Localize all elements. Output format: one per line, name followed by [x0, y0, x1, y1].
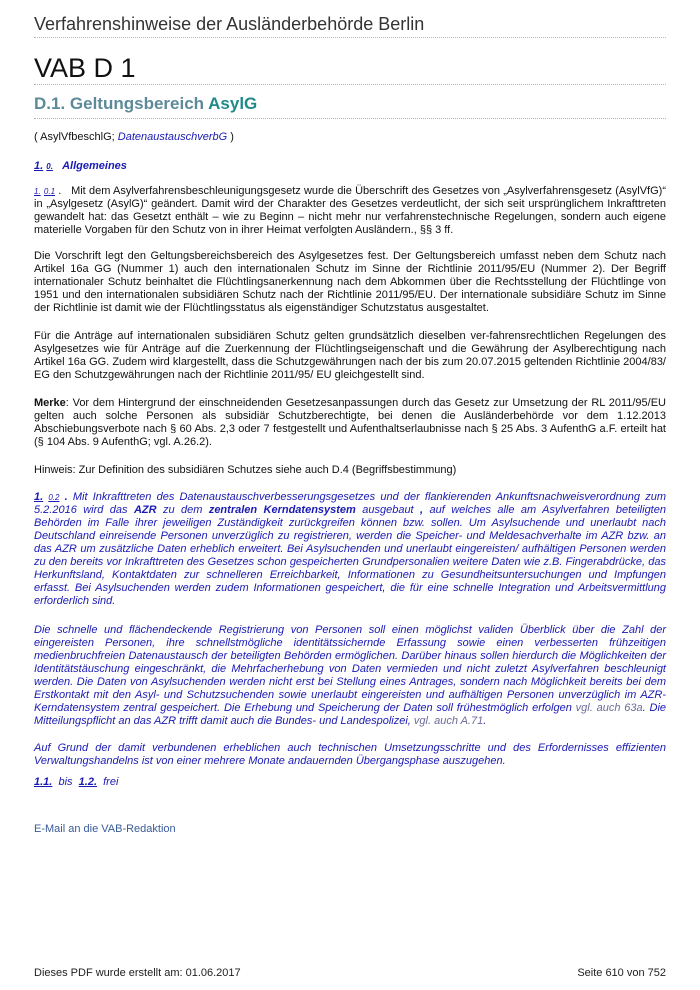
paragraph-merke: Merke: Vor dem Hintergrund der einschneidenden Gesetzesanpassungen durch das Gesetz zur Umsetzung der RL 2011/95/EU gelten auch solche Personen als subsidiär Schutzberechtigte, bei denen die Ausländerbehörde vor dem 1.12.2013 Abschiebungsverbote nach § 60 Abs. 2,3 oder 7 festgestellt und Aufenthaltserlaubnisse nach § 25 Abs. 3 AufenthG a.F. erteilt hat (§ 104 Abs. 9 AufenthG; vgl. A.26.2).: [34, 397, 666, 448]
kerndatensystem-term: zentralen Kerndatensystem: [208, 504, 356, 516]
section-divider: [34, 118, 666, 119]
allgemeines-heading: 1. 0. Allgemeines: [34, 160, 127, 172]
para-0-2-link[interactable]: 0.2: [48, 493, 60, 502]
ref-63a-link[interactable]: vgl. auch 63a: [575, 702, 643, 714]
datenaustausch-link[interactable]: DatenaustauschverbG: [117, 131, 228, 143]
paragraph-1-1-to-1-2: 1.1. bis 1.2. frei: [34, 776, 119, 788]
paragraph-uebergangsphase: Auf Grund der damit verbundenen erheblichen auch technischen Umsetzungsschritte und des Erfordernisses effizienten Verwaltungshandelns ist von einer mehrere Monate andauernden Übergangsphase auszugehen.: [34, 742, 666, 767]
law-references: ( AsylVfbeschlG; DatenaustauschverbG ): [34, 131, 234, 143]
paragraph-hinweis: Hinweis: Zur Definition des subsidiären Schutzes siehe auch D.4 (Begriffsbestimmung): [34, 464, 457, 476]
email-redaktion-link[interactable]: E-Mail an die VAB-Redaktion: [34, 823, 176, 835]
paragraph-geltungsbereich: Die Vorschrift legt den Geltungsbereichsbereich des Asylgesetzes fest. Der Geltungsbereich umfasst neben dem Schutz nach Artikel 16a GG (Nummer 1) auch den internationalen Schutz im Sinne der Richtlinie 2011/95/EU (Nummer 2). Der Begriff internationaler Schutz beinhaltet die Flüchtlingsanerkennung nach dem Abkommen über die Rechtsstellung der Flüchtlinge von 1951 und den internationalen subsidiären Schutz nach der Richtlinie 2011/95/EU. Der internationale subsidiäre Schutz im Sinne der Richtlinie ist damit wie der Flüchtlingsstatus als eigenständiger Schutzstatus ausgestaltet.: [34, 250, 666, 314]
para-0-1-link[interactable]: 0.1: [43, 187, 56, 196]
para-1-link[interactable]: 1.: [34, 187, 41, 196]
document-header-title: Verfahrenshinweise der Ausländerbehörde Berlin: [34, 14, 425, 34]
section-1-2-link[interactable]: 1.2.: [78, 776, 98, 788]
section-1-link[interactable]: 1.: [34, 160, 44, 172]
paragraph-registrierung: Die schnelle und flächendeckende Registrierung von Personen soll einen möglichst validen Überblick über die Zahl der eingereisten Personen, ihre schnellstmögliche identitätssichernde Erfassung sowie einen verbesserten frühzeitigen medienbruchfreien Datenaustausch der beteiligten Behörden ermöglichen. Darüber hinaus sollen hierdurch die Möglichkeiten der Identitätstäuschung eingeschränkt, die Mehrfacherhebung von Daten vermieden und nicht zuletzt Asylverfahren beschleunigt werden. Die Daten von Asylsuchenden werden nicht erst bei Stellung eines Antrages, sondern nach Möglichkeit bereits bei dem Erstkontakt mit den Asyl- und Schutzsuchenden sowie unerlaubt eingereisten und aufhältigen Personen unverzüglich im AZR-Kerndatensystem zentral gespeichert. Die Erhebung und Speicherung der Daten soll frühestmöglich erfolgen vgl. auch 63a. Die Mitteilungspflicht an das AZR trifft damit auch die Bundes- und Landespolizei, vgl. auch A.71.: [34, 624, 666, 727]
section-1-1-link[interactable]: 1.1.: [34, 776, 53, 788]
para-1-0-2-link[interactable]: 1.: [34, 491, 44, 503]
paragraph-subsidiaer: Für die Anträge auf internationalen subsidiären Schutz gelten grundsätzlich dieselben ver-fahrensrechtlichen Regelungen des Asylgesetzes wie für Anträge auf die Zuerkennung der Flüchtlingseigenschaft und die Gewährung der Asylberechtigung nach Artikel 16a GG. Zudem wird klargestellt, dass die Schutzgewährungen nach der bis zum 20.07.2015 geltenden Richtlinie 2004/83/ EG den Schutzgewährungen nach der Richtlinie 2011/95/ EU gleichgestellt sind.: [34, 330, 666, 381]
header-divider: [34, 37, 666, 38]
section-heading: D.1. Geltungsbereich AsylG: [34, 94, 258, 113]
footer-created-date: Dieses PDF wurde erstellt am: 01.06.2017: [34, 967, 241, 979]
ref-a71-link[interactable]: vgl. auch A.71: [413, 715, 484, 727]
section-heading-highlight: AsylG: [208, 94, 258, 113]
doc-code-title: VAB D 1: [34, 53, 136, 83]
paragraph-1-0-1: 1. 0.1 . Mit dem Asylverfahrensbeschleunigungsgesetz wurde die Überschrift des Gesetzes von „Asylverfahrensgesetz (AsylVfG)“ in „Asylgesetz (AsylG)“ geändert. Damit wird der Charakter des Gesetzes verdeutlicht, der sich seit ursprünglichem Inkrafttreten gewandelt hat: das Gesetzt enthält – wie zu Beginn – nicht mehr nur verfahrenstechnische Regelungen, sondern auch eigene materielle Vorgaben für den Schutz von in ihrer Heimat verfolgten Ausländern., §§ 3 ff.: [34, 185, 666, 236]
footer-page-number: Seite 610 von 752: [577, 967, 666, 979]
section-1-0-link[interactable]: 0.: [46, 162, 53, 171]
azr-term: AZR: [133, 504, 157, 516]
paragraph-1-0-2: 1. 0.2 . Mit Inkrafttreten des Datenaustauschverbesserungsgesetzes und der flankierenden Ankunftsnachweisverordnung zum 5.2.2016 wird das AZR zu dem zentralen Kerndatensystem ausgebaut , auf welches alle am Asylverfahren beteiligten Behörden im Falle ihrer jeweiligen Zuständigkeit zurückgreifen können bzw. sollen. Um Asylsuchende und unerlaubt nach Deutschland einreisende Personen unverzüglich zu registrieren, werden die Speicher- und Meldesachverhalte im AZR bzw. an das AZR um zusätzliche Daten erheblich erweitert. Bei Asylsuchenden und unerlaubt eingereisten/ aufhältigen Personen werden zu den bereits vor Inkrafttreten des Gesetzes schon gespeicherten Grundpersonalien weitere Daten wie z.B. Fingerabdrücke, das Herkunftsland, Kontaktdaten zur schnelleren Erreichbarkeit, Informationen zu Gesundheitsuntersuchungen und Impfungen erfasst. Bei Asylsuchenden werden zudem Informationen gespeichert, die für eine schnelle Integration und Arbeitsvermittlung erforderlich sind.: [34, 491, 666, 607]
title-divider: [34, 84, 666, 85]
